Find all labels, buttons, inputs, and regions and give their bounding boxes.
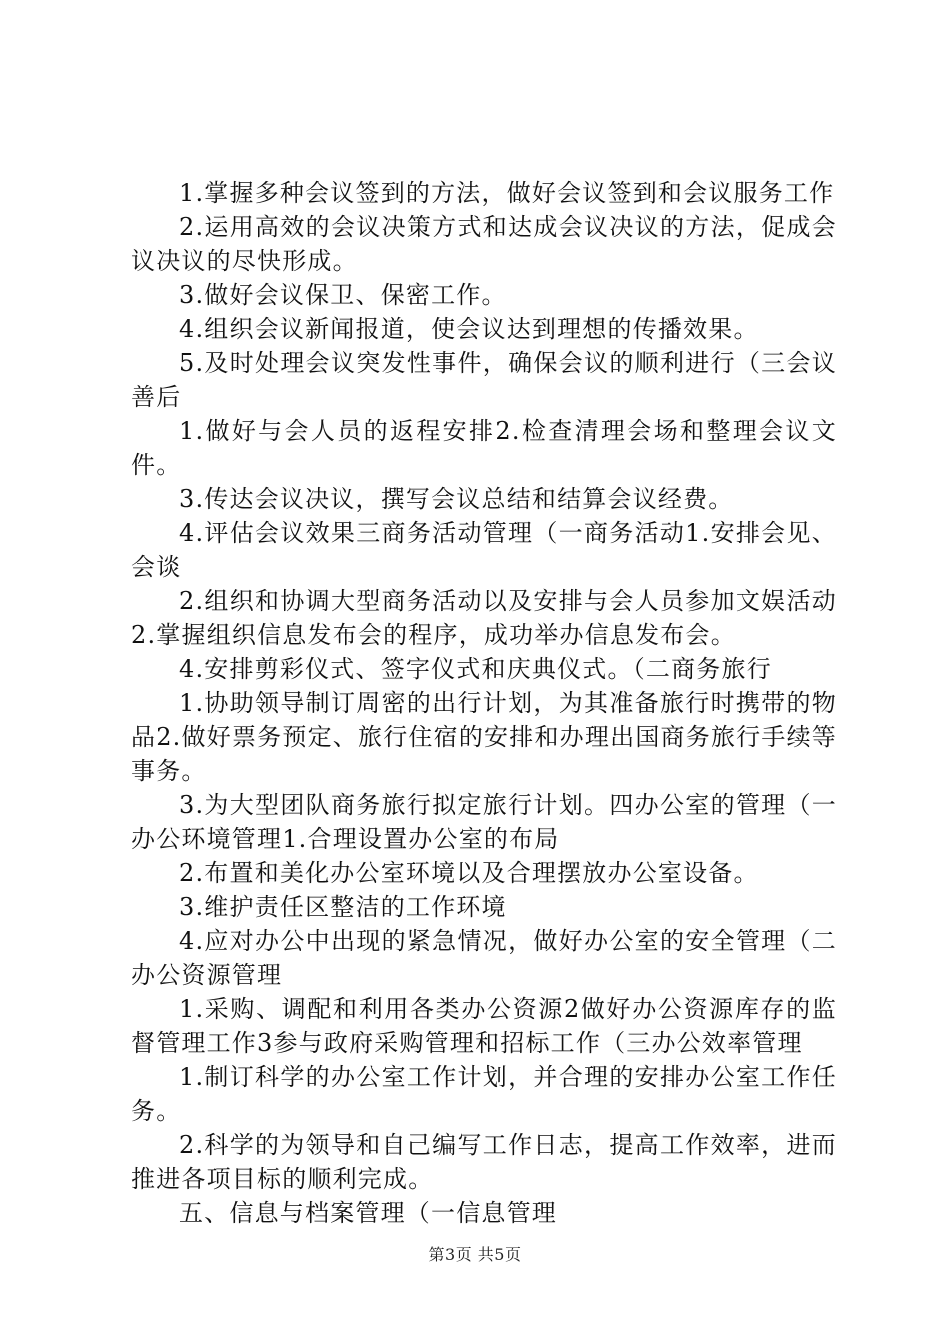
document-body [131, 176, 837, 1230]
paragraph: 1.采购、调配和利用各类办公资源2做好办公资源库存的监督管理工作3参与政府采购管理和招标工作（三办公效率管理 [131, 995, 837, 1057]
paragraph: 3.为大型团队商务旅行拟定旅行计划。四办公室的管理（一办公环境管理1.合理设置办公室的布局 [131, 791, 837, 853]
paragraph: 3.做好会议保卫、保密工作。 [179, 281, 507, 309]
paragraph: 2.科学的为领导和自己编写工作日志，提高工作效率，进而推进各项目标的顺利完成。 [131, 1131, 837, 1193]
paragraph: 3.维护责任区整洁的工作环境 [179, 893, 507, 921]
paragraph: 4.评估会议效果三商务活动管理（一商务活动1.安排会见、会谈 [131, 519, 837, 581]
paragraph: 2.布置和美化办公室环境以及合理摆放办公室设备。 [179, 859, 759, 887]
paragraph: 1.掌握多种会议签到的方法，做好会议签到和会议服务工作 [179, 179, 835, 207]
paragraph: 4.安排剪彩仪式、签字仪式和庆典仪式。（二商务旅行 [179, 655, 772, 683]
paragraph: 1.制订科学的办公室工作计划，并合理的安排办公室工作任务。 [131, 1063, 837, 1125]
paragraph: 五、信息与档案管理（一信息管理 [179, 1199, 557, 1227]
paragraph: 3.传达会议决议，撰写会议总结和结算会议经费。 [179, 485, 734, 513]
paragraph: 2.运用高效的会议决策方式和达成会议决议的方法，促成会议决议的尽快形成。 [131, 213, 837, 275]
paragraph: 1.协助领导制订周密的出行计划，为其准备旅行时携带的物品2.做好票务预定、旅行住宿的安排和办理出国商务旅行手续等事务。 [131, 689, 837, 785]
paragraph: 4.组织会议新闻报道，使会议达到理想的传播效果。 [179, 315, 759, 343]
paragraph: 1.做好与会人员的返程安排2.检查清理会场和整理会议文件。 [131, 417, 837, 479]
page-number-footer: 第3页 共5页 [428, 1245, 522, 1264]
paragraph: 4.应对办公中出现的紧急情况，做好办公室的安全管理（二办公资源管理 [131, 927, 837, 989]
paragraph: 2.组织和协调大型商务活动以及安排与会人员参加文娱活动2.掌握组织信息发布会的程序，成功举办信息发布会。 [131, 587, 837, 649]
paragraph: 5.及时处理会议突发性事件，确保会议的顺利进行（三会议善后 [131, 349, 837, 411]
